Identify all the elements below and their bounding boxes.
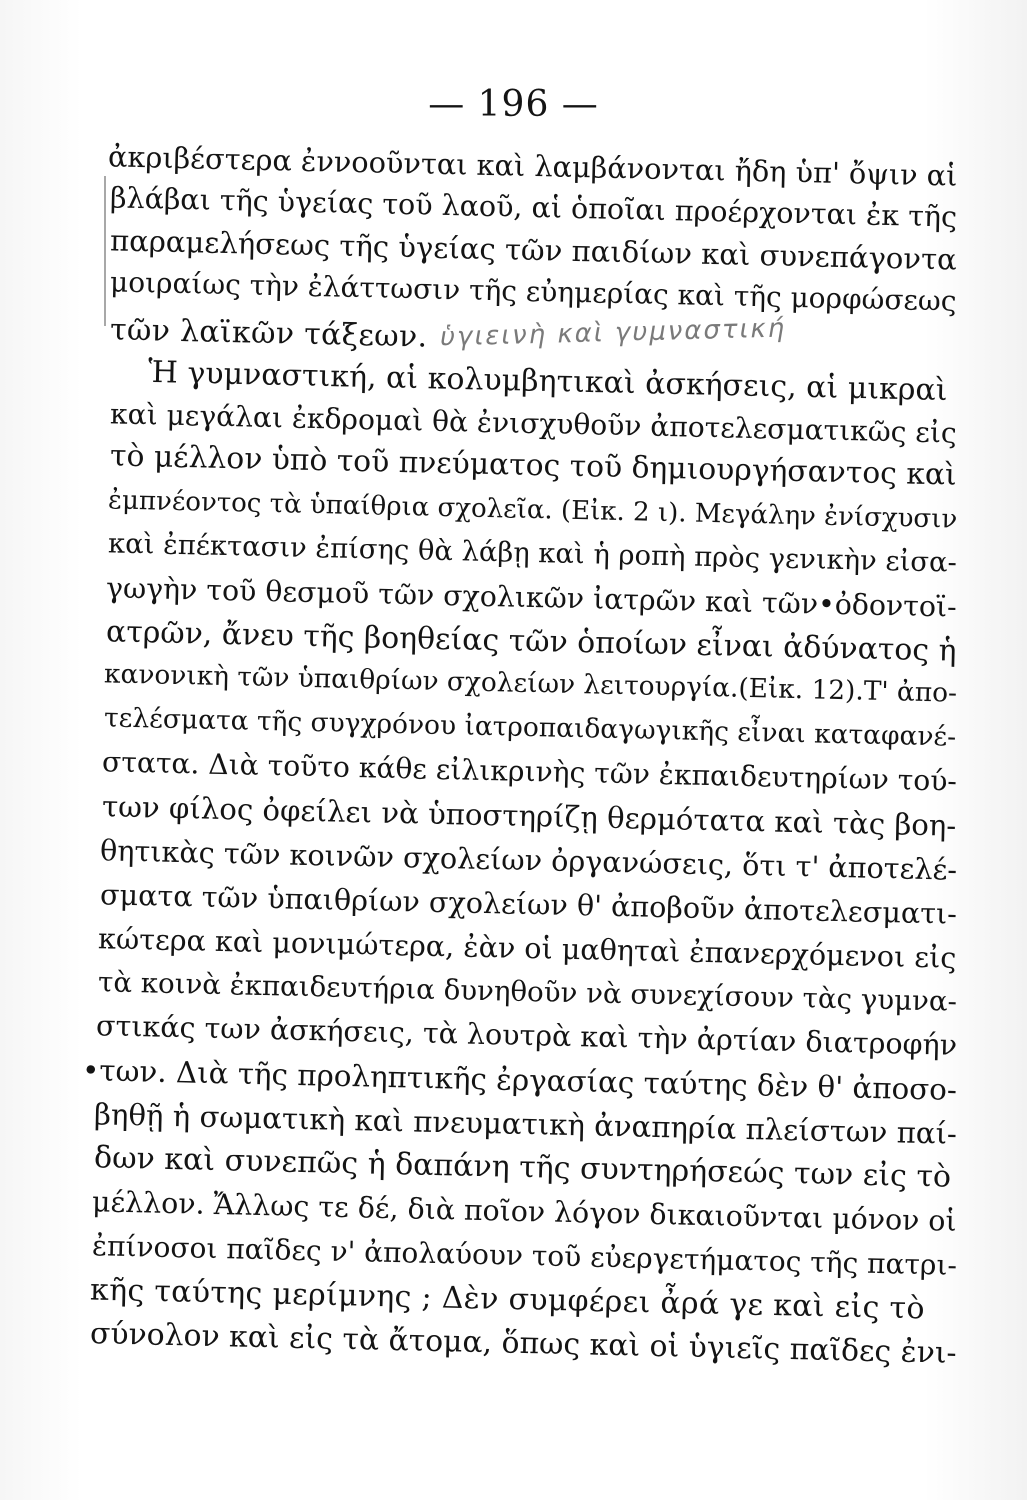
text-line: τῶν λαϊκῶν τάξεων.	[109, 312, 428, 355]
text-line: κῆς ταύτης μερίμνης ; Δὲν συμφέρει ἆρά γε καὶ εἰς τὸ	[89, 1272, 926, 1327]
text-line: τὰ κοινὰ ἐκπαιδευτήρια δυνηθοῦν νὰ συνεχίσουν τὰς γυμνα-	[97, 965, 958, 1018]
text-line: κανονικὴ τῶν ὑπαιθρίων σχολείων λειτουργία.(Εἰκ. 12).Τ' ἀπο-	[103, 659, 958, 709]
text-line: βλάβαι τῆς ὑγείας τοῦ λαοῦ, αἱ ὁποῖαι προέρχονται ἐκ τῆς	[109, 181, 958, 234]
text-line: ἐμπνέοντος τὰ ὑπαίθρια σχολεῖα. (Εἰκ. 2 ι). Μεγάλην ἐνίσχυσιν	[107, 485, 958, 535]
margin-pencil-mark	[104, 176, 106, 326]
page-number: — 196 —	[428, 84, 599, 125]
handwritten-margin-note: ὑγιεινὴ καὶ γυμναστική	[439, 313, 787, 353]
text-line: καὶ ἐπέκτασιν ἐπίσης θὰ λάβῃ καὶ ἡ ροπὴ πρὸς γενικὴν εἰσα-	[107, 528, 958, 579]
text-line: •των. Διὰ τῆς προληπτικῆς ἐργασίας ταύτης δὲν θ' ἀποσο-	[81, 1053, 958, 1107]
text-line: σματα τῶν ὑπαιθρίων σχολείων θ' ἀποβοῦν ἀποτελεσματι-	[99, 877, 958, 931]
text-line: παραμελήσεως τῆς ὑγείας τῶν παιδίων καὶ συνεπάγοντα	[109, 223, 958, 277]
text-line: κώτερα καὶ μονιμώτερα, ἐὰν οἱ μαθηταὶ ἐπανερχόμενοι εἰς	[97, 921, 957, 975]
text-line: των φίλος ὀφείλει νὰ ὑποστηρίζῃ θερμότατα καὶ τὰς βοη-	[101, 789, 957, 843]
text-line: στικάς των ἀσκήσεις, τὰ λουτρὰ καὶ τὴν ἀρτίαν διατροφήν	[95, 1009, 958, 1062]
text-line: στατα. Διὰ τοῦτο κάθε εἰλικρινὴς τῶν ἐκπαιδευτηρίων τού-	[101, 745, 958, 798]
text-line: γωγὴν τοῦ θεσμοῦ τῶν σχολικῶν ἰατρῶν καὶ τῶν•ὀδοντοϊ-	[105, 571, 958, 624]
text-line: θητικὰς τῶν κοινῶν σχολείων ὀργανώσεις, ὅτι τ' ἀποτελέ-	[99, 833, 958, 887]
text-line: Ἡ γυμναστική, αἱ κολυμβητικαὶ ἀσκήσεις, αἱ μικραὶ	[147, 354, 948, 409]
text-line: τὸ μέλλον ὑπὸ τοῦ πνεύματος τοῦ δημιουργήσαντος καὶ	[109, 438, 958, 493]
text-line: τελέσματα τῆς συγχρόνου ἰατροπαιδαγωγικῆς εἶναι καταφανέ-	[103, 702, 957, 753]
text-line: βηθῇ ἡ σωματικὴ καὶ πνευματικὴ ἀναπηρία πλείστων παί-	[93, 1097, 958, 1151]
text-line: καὶ μεγάλαι ἐκδρομαὶ θὰ ἐνισχυθοῦν ἀποτελεσματικῶς εἰς	[109, 397, 958, 450]
text-line: μέλλον. Ἄλλως τε δέ, διὰ ποῖον λόγον δικαιοῦνται μόνον οἱ	[91, 1185, 957, 1238]
text-line: ατρῶν, ἄνευ τῆς βοηθείας τῶν ὁποίων εἶναι ἀδύνατος ἡ	[105, 614, 957, 669]
text-line: ἀκριβέστερα ἐννοοῦνται καὶ λαμβάνονται ἤδη ὑπ' ὄψιν αἱ	[107, 139, 958, 193]
text-line: δων καὶ συνεπῶς ἡ δαπάνη τῆς συντηρήσεώς των εἰς τὸ	[93, 1140, 952, 1195]
text-line: ἐπίνοσοι παῖδες ν' ἀπολαύουν τοῦ εὐεργετήματος τῆς πατρι-	[91, 1229, 958, 1282]
text-line: σύνολον καὶ εἰς τὰ ἄτομα, ὅπως καὶ οἱ ὑγιεῖς παῖδες ἐνι-	[89, 1316, 957, 1371]
text-line: μοιραίως τὴν ἐλάττωσιν τῆς εὐημερίας καὶ τῆς μορφώσεως	[109, 265, 957, 318]
